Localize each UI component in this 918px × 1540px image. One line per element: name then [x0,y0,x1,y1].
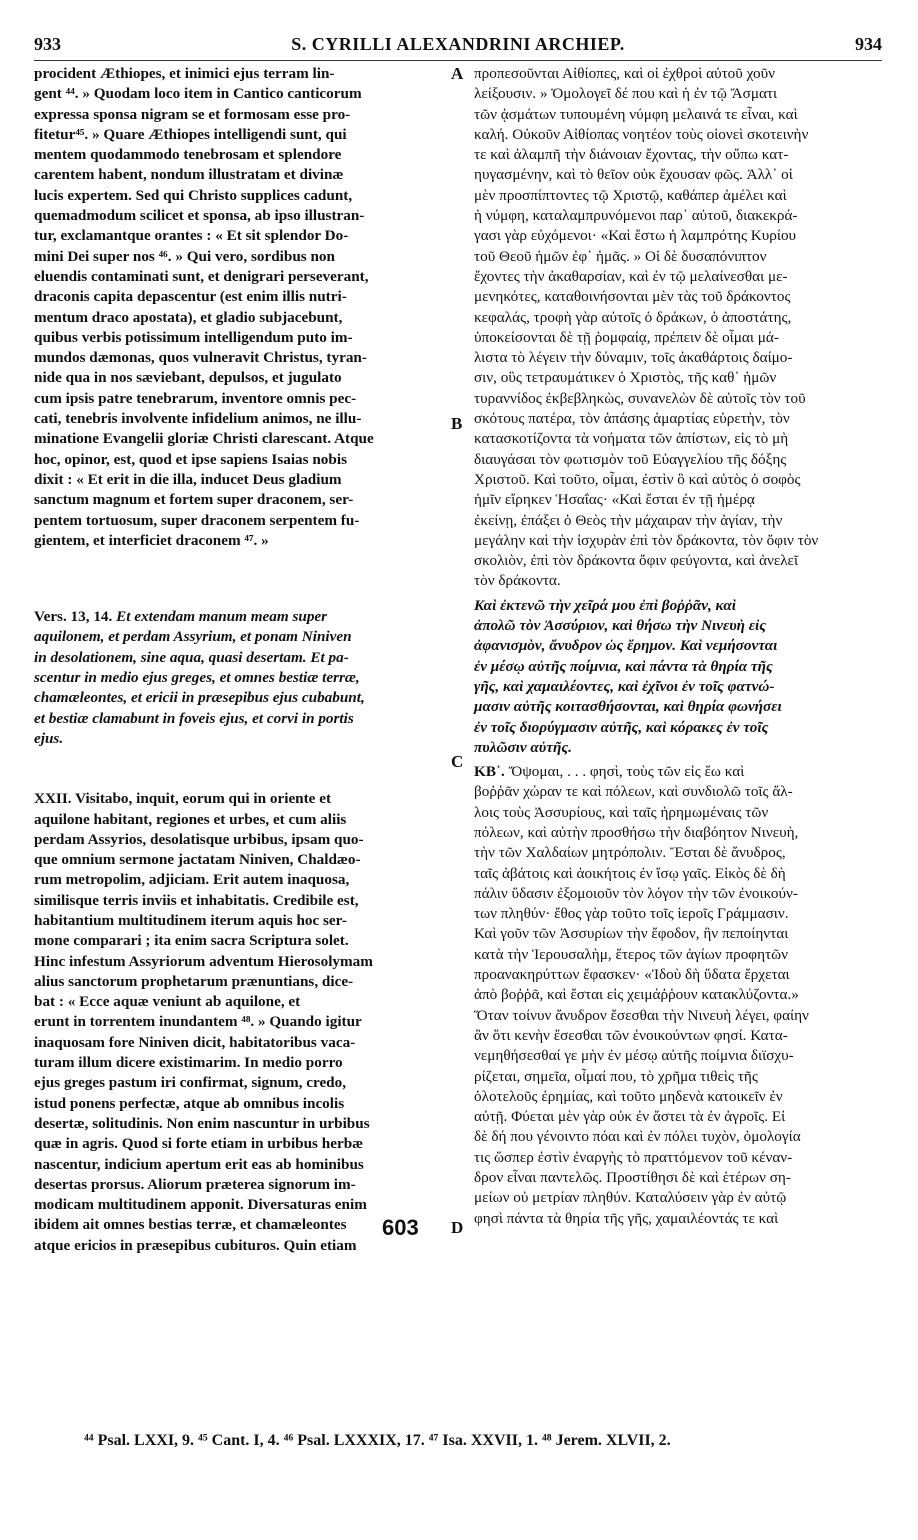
greek-paragraph-2-text: Ὄψομαι, . . . φησὶ, τοὺς τῶν εἰς ἕω καὶ βοῤῥᾶν χώραν τε καὶ πόλεων, καὶ συνδιολῶ τοῖς ἄλ- λοις τοὺς Ἀσσυρίους, καὶ ταῖς ἠρημωμέναις τῶν πόλεων, καὶ αὐτὴν προσθήσω τὴν διαβόητον Νινευὴ, τὴν τῶν Χαλδαίων μητρόπολιν. Ἔσται δὲ ἄνυδρος, ταῖς ἀβάτοις καὶ ἀοικήτοις ἐν ἴσῳ γαῖς. Εἰκὸς δὲ δὴ πάλιν ὕδασιν ἐξομοιοῦν τὸν λόγον τὴν τῶν ἐνοικούν- των πληθύν· ἔθος γὰρ τοῦτο τοῖς ἱεροῖς Γράμμασιν. Καὶ γοῦν τῶν Ἀσσυρίων τὴν ἔφοδον, ἣν πεποίηνται κατὰ τὴν Ἱερουσαλὴμ, ἕτερος τῶν ἁγίων προφητῶν προανακηρύττων ἔφασκεν· «Ἰδοὺ δὴ ὕδατα ἔρχεται ἀπὸ βοῤῥᾶ, καὶ ἔσται εἰς χειμάῤῥουν κατακλύζοντα.» Ὅταν τοίνυν ἄνυδρον ἔσεσθαι τὴν Νινευὴ λέγει, φαίην ἂν ὅτι κενὴν ἔσεσθαι τῶν ἐνοικούντων φησί. Κατα- νεμηθήσεσθαί γε μὴν ἐν μέσῳ αὐτῆς ποίμνια διϊσχυ- ρίζεται, σημεῖα, οἶμαί που, τὸ χρῆμα τιθεὶς τῆς ὁλοτελοῦς ἐρημίας, καὶ τοῦτο μηδενὰ κατοικεῖν ἐν αὐτῇ. Φύεται μὲν γὰρ οὐκ ἐν ἄστει τὰ ἐν ἀγροῖς. Εἰ δὲ δή που γένοιντο πόαι καὶ ἐν πόλει τυχὸν, ὁμολογία τις ὥσπερ ἐστὶν ἐναργὴς τὸ πραττόμενον τοῦ κέναν- δρον εἶναι παντελῶς. Προστίθησι δὲ καὶ ἑτέρων ση- μείων οὐ μετρίαν πληθύν. Καταλύσειν γὰρ ἐν αὐτῷ φησὶ πάντα τὰ θηρία τῆς γῆς, χαμαιλέοντάς τε καὶ [474,763,809,1227]
greek-paragraph-1: προπεσοῦνται Αἰθίοπες, καὶ οἱ ἐχθροὶ αὐτοῦ χοῦν λείξουσιν. » Ὁμολογεῖ δέ που καὶ ἡ ἐν τῷ Ἄσματι τῶν ᾀσμάτων τυπουμένη νύμφη μελαινά τε εἶναι, καὶ καλή. Οὐκοῦν Αἰθίοπας νοητέον τοὺς οἱονεὶ σκοτεινὴν τε καὶ ἀλαμπῆ τὴν διάνοιαν ἔχοντας, τὴν οὔπω κατ- ηυγασμένην, καὶ τὸ θεῖον οὐκ ἔχουσαν φῶς. Ἀλλ᾽ οἱ μὲν προσπίπτοντες τῷ Χριστῷ, καθάπερ ἀμέλει καὶ ἡ νύμφη, καταλαμπρυνόμενοι παρ᾽ αὐτοῦ, διακεκρά- γασι γὰρ εὐχόμενοι· «Καὶ ἔστω ἡ λαμπρότης Κυρίου τοῦ Θεοῦ ἡμῶν ἐφ᾽ ἡμᾶς. » Οἱ δὲ δυσαπόνιπτον ἔχοντες τὴν ἀκαθαρσίαν, καὶ ἐν τῷ μελαίνεσθαι με- μενηκότες, καταθοινήσονται μὲν τὰς τοῦ δράκοντος κεφαλάς, τροφὴ γὰρ αὐτοῖς ὁ δράκων, ὁ ἀποστάτης, ὑποκείσονται δὲ τῇ ῥομφαίᾳ, πρέπειν δὲ οἶμαι μά- λιστα τὸ λέγειν τὴν δύναμιν, τοῖς ἀκαθάρτοις δαίμο- σιν, οὓς τετραυμάτικεν ὁ Χριστὸς, τῆς καθ᾽ ἡμῶν τυραννίδος ἐκβεβληκὼς, συνανελὼν δὲ αὐτοῖς τὸν τοῦ σκότους πατέρα, τὸν ἁπάσης ἁμαρτίας εὑρετὴν, τὸν κατασκοτίζοντα τὰ νοήματα τῶν ἀπίστων, εἰς τὸ μὴ διαυγάσαι τὸν φωτισμὸν τοῦ Εὐαγγελίου τῆς δόξης Χριστοῦ. Καὶ τοῦτο, οἶμαι, ἐστὶν ὃ καὶ αὐτὸς ὁ σοφὸς ἡμῖν εἴρηκεν Ἡσαΐας· «Καὶ ἔσται ἐν τῇ ἡμέρᾳ ἐκείνῃ, ἐπάξει ὁ Θεὸς τὴν μάχαιραν τὴν ἁγίαν, τὴν μεγάλην καὶ τὴν ἰσχυρὰν ἐπὶ τὸν δράκοντα, τὸν ὄφιν τὸν σκολιὸν, ἐπὶ τὸν δράκοντα ὄφιν φεύγοντα, καὶ ἀνελεῖ τὸν δράκοντα. [474,65,819,590]
right-column-number: 934 [855,34,882,54]
margin-letter-d: D [451,1218,464,1237]
footnotes: ⁴⁴ Psal. LXXI, 9. ⁴⁵ Cant. I, 4. ⁴⁶ Psal. LXXXIX, 17. ⁴⁷ Isa. XXVII, 1. ⁴⁸ Jerem. XLVII, 2. [84,1432,671,1449]
latin-paragraph-1: procident Æthiopes, et inimici ejus terram lin- gent ⁴⁴. » Quodam loco item in Cantico canticorum expressa sponsa nigram se et formosam esse pro- fitetur⁴⁵. » Quare Æthiopes intelligendi sunt, qui mentem quodammodo tenebrosam et splendore carentem habent, nondum illustratam et divinæ lucis expertem. Sed qui Christo supplices cadunt, quemadmodum scilicet et sponsa, ab ipso illustran- tur, exclamantque orantes : « Et sit splendor Do- mini Dei super nos ⁴⁶. » Qui vero, sordibus non eluendis contaminati sunt, et denigrari perseverant, draconis capita depascentur (est enim illis nutri- mentum draco apostata), et gladio subjacebunt, quibus verbis potissimum intelligendum puto im- mundos dæmonas, quos vulneravit Christus, tyran- nide qua in nos sæviebant, depulsos, et jugulato cum ipsis patre tenebrarum, inventore omnis pec- cati, tenebris involvente infidelium animos, ne illu- minatione Evangelii gloriæ Christi clarescant. Atque hoc, opinor, est, quod et ipse sapiens Isaias nobis dixit : « Et erit in die illa, inducet Deus gladium sanctum magnum et fortem super draconem, ser- pentem tortuosum, super draconem serpentem fu- gientem, et interficiet draconem ⁴⁷. » [34,65,374,549]
page-title: S. CYRILLI ALEXANDRINI ARCHIEP. [291,34,625,54]
greek-column [474,64,884,1229]
running-header [34,34,882,60]
left-column-number: 933 [34,34,61,54]
page-number: 603 [382,1215,419,1240]
margin-letter-b: B [451,414,463,433]
greek-paragraph-2 [474,762,884,1229]
greek-paragraph-label: ΚΒ᾽. [474,763,505,781]
margin-letter-a: A [451,64,464,83]
latin-column [34,64,448,1256]
margin-letter-c: C [451,752,464,771]
latin-paragraph-2: XXII. Visitabo, inquit, eorum qui in oriente et aquilone habitant, regiones et urbes, et cum aliis perdam Assyrios, desolatisque urbibus, ipsam quo- que omnium sermone jactatam Niniven, Chaldæo- rum metropolim, adjiciam. Erit autem inaquosa, similisque terris inviis et inhabitatis. Credibile est, habitantium multitudinem iterum aquis hoc ser- mone comparari ; ita enim sacra Scriptura solet. Hinc infestum Assyriorum adventum Hierosolymam alius sanctorum prophetarum prænuntians, dice- bat : « Ecce aquæ veniunt ab aquilone, et erunt in torrentem inundantem ⁴⁸. » Quando igitur inaquosam fore Niniven dicit, habitatoribus vaca- turam illum dicere existimarim. In medio porro ejus greges pastum iri confirmat, signum, credo, istud ponens perfectæ, atque ab omnibus incolis desertæ, solitudinis. Non enim nascuntur in urbibus quæ in agris. Quod si forte etiam in urbibus herbæ nascentur, indicium apertum erit eas ab hominibus desertas prorsus. Aliorum præterea signorum im- modicam multitudinem apponit. Diversaturas enim ibidem ait omnes bestias terræ, et chamæleontes atque ericios in præsepibus cubituros. Quin etiam [34,790,373,1254]
latin-verse-label: Vers. 13, 14. [34,608,113,626]
latin-verse-text: Et extendam manum meam super aquilonem, et perdam Assyrium, et ponam Niniven in desolationem, sine aqua, quasi desertam. Et pa- scentur in medio ejus greges, et omnes bestiæ terræ, chamæleontes, et ericii in præsepibus ejus cubabunt, et bestiæ clamabunt in foveis ejus, et corvi in portis ejus. [34,608,365,747]
header-rule [34,60,882,61]
greek-verse-text: Καὶ ἐκτενῶ τὴν χεῖρά μου ἐπὶ βοῤῥᾶν, καὶ ἀπολῶ τὸν Ἀσσύριον, καὶ θήσω τὴν Νινευὴ εἰς ἀφανισμὸν, ἄνυδρον ὡς ἔρημον. Καὶ νεμήσονται ἐν μέσῳ αὐτῆς ποίμνια, καὶ πάντα τὰ θηρία τῆς γῆς, καὶ χαμαιλέοντες, καὶ ἐχῖνοι ἐν τοῖς φατνώ- μασιν αὐτῆς κοιτασθήσονται, καὶ θηρία φωνήσει ἐν τοῖς διορύγμασιν αὐτῆς, καὶ κόρακες ἐν τοῖς πυλῶσιν αὐτῆς. [474,596,782,756]
latin-verse [34,607,448,749]
